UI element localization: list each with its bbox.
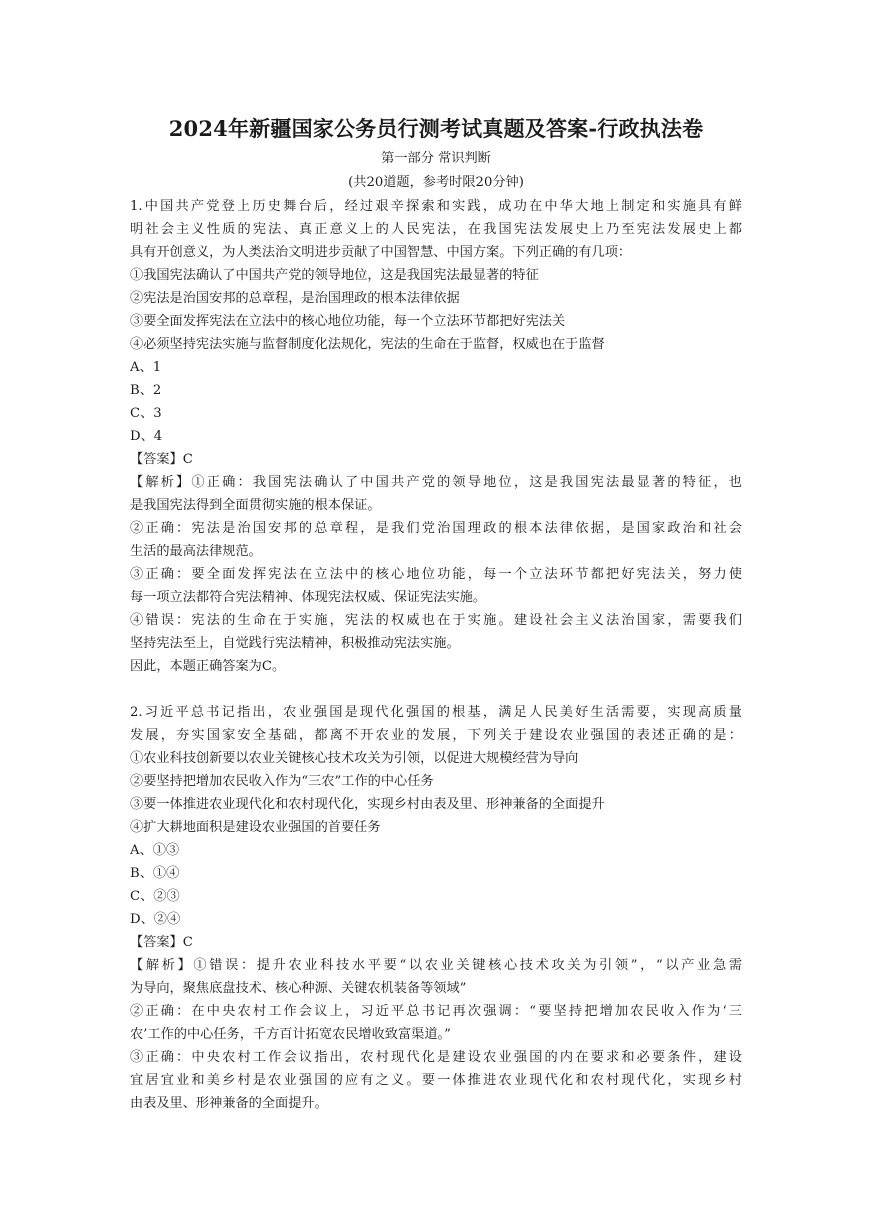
text-line: 【解析】①正确：我国宪法确认了中国共产党的领导地位，这是我国宪法最显著的特征，也	[130, 475, 742, 490]
text-line: ③正确：中央农村工作会议指出，农村现代化是建设农业强国的内在要求和必要条件，建设	[130, 1050, 742, 1065]
text-line: 2.习近平总书记指出，农业强国是现代化强国的根基，满足人民美好生活需要，实现高质量	[130, 705, 742, 720]
text-line: ②宪法是治国安邦的总章程，是治国理政的根本法律依据	[130, 291, 460, 306]
text-line: ②正确：宪法是治国安邦的总章程，是我们党治国理政的根本法律依据，是国家政治和社会	[130, 521, 742, 536]
text-line: ④扩大耕地面积是建设农业强国的首要任务	[130, 820, 381, 835]
text-line: 农’工作的中心任务，千方百计拓宽农民增收致富渠道。”	[130, 1027, 451, 1042]
text-line: 坚持宪法至上，自觉践行宪法精神，积极推动宪法实施。	[130, 636, 460, 651]
text-line: ③要全面发挥宪法在立法中的核心地位功能，每一个立法环节都把好宪法关	[130, 314, 566, 329]
text-line: 具有开创意义，为人类法治文明进步贡献了中国智慧、中国方案。下列正确的有几项：	[130, 245, 632, 260]
text-line: B、2	[130, 383, 162, 398]
document-body	[130, 195, 742, 1115]
text-line: ③要一体推进农业现代化和农村现代化，实现乡村由表及里、形神兼备的全面提升	[130, 797, 605, 812]
text-line: C、②③	[130, 889, 180, 904]
document-title: 2024年新疆国家公务员行测考试真题及答案-行政执法卷	[168, 116, 704, 141]
text-line: 明社会主义性质的宪法、真正意义上的人民宪法，在我国宪法发展史上乃至宪法发展史上都	[130, 222, 742, 237]
text-line: D、4	[130, 429, 163, 444]
section-title: 第一部分 常识判断	[381, 151, 491, 166]
text-line: C、3	[130, 406, 162, 421]
text-line: 发展，夯实国家安全基础，都离不开农业的发展，下列关于建设农业强国的表述正确的是：	[130, 728, 742, 743]
text-line: ④错误：宪法的生命在于实施，宪法的权威也在于实施。建设社会主义法治国家，需要我们	[130, 613, 742, 628]
text-line: 宜居宜业和美乡村是农业强国的应有之义。要一体推进农业现代化和农村现代化，实现乡村	[130, 1073, 742, 1088]
blank-line	[130, 678, 742, 701]
text-line: 1.中国共产党登上历史舞台后，经过艰辛探索和实践，成功在中华大地上制定和实施具有鲜	[130, 199, 742, 214]
text-line: A、1	[130, 360, 162, 375]
text-line: ①农业科技创新要以农业关键核心技术攻关为引领，以促进大规模经营为导向	[130, 751, 579, 766]
text-line: ②要坚持把增加农民收入作为“三农”工作的中心任务	[130, 774, 434, 789]
text-line: 生活的最高法律规范。	[130, 544, 262, 559]
text-line: 每一项立法都符合宪法精神、体现宪法权威、保证宪法实施。	[130, 590, 487, 605]
text-line: 【答案】C	[130, 935, 193, 950]
text-line: 为导向，聚焦底盘技术、核心种源、关键农机装备等领域”	[130, 981, 467, 996]
text-line: D、②④	[130, 912, 181, 927]
text-line: 【答案】C	[130, 452, 193, 467]
text-line: 【解析】①错误：提升农业科技水平要“以农业关键核心技术攻关为引领”，“以产业急需	[130, 958, 742, 973]
text-line: 由表及里、形神兼备的全面提升。	[130, 1096, 328, 1111]
text-line: ③正确：要全面发挥宪法在立法中的核心地位功能，每一个立法环节都把好宪法关，努力使	[130, 567, 742, 582]
text-line: ②正确：在中央农村工作会议上，习近平总书记再次强调：“要坚持把增加农民收入作为‘三	[130, 1004, 742, 1019]
text-line: A、①③	[130, 843, 180, 858]
text-line: 是我国宪法得到全面贯彻实施的根本保证。	[130, 498, 381, 513]
text-line: 因此，本题正确答案为C。	[130, 659, 286, 674]
text-line: ①我国宪法确认了中国共产党的领导地位，这是我国宪法最显著的特征	[130, 268, 539, 283]
section-note: (共20道题，参考时限20分钟)	[348, 175, 524, 190]
text-line: ④必须坚持宪法实施与监督制度化法规化，宪法的生命在于监督，权威也在于监督	[130, 337, 605, 352]
text-line: B、①④	[130, 866, 180, 881]
